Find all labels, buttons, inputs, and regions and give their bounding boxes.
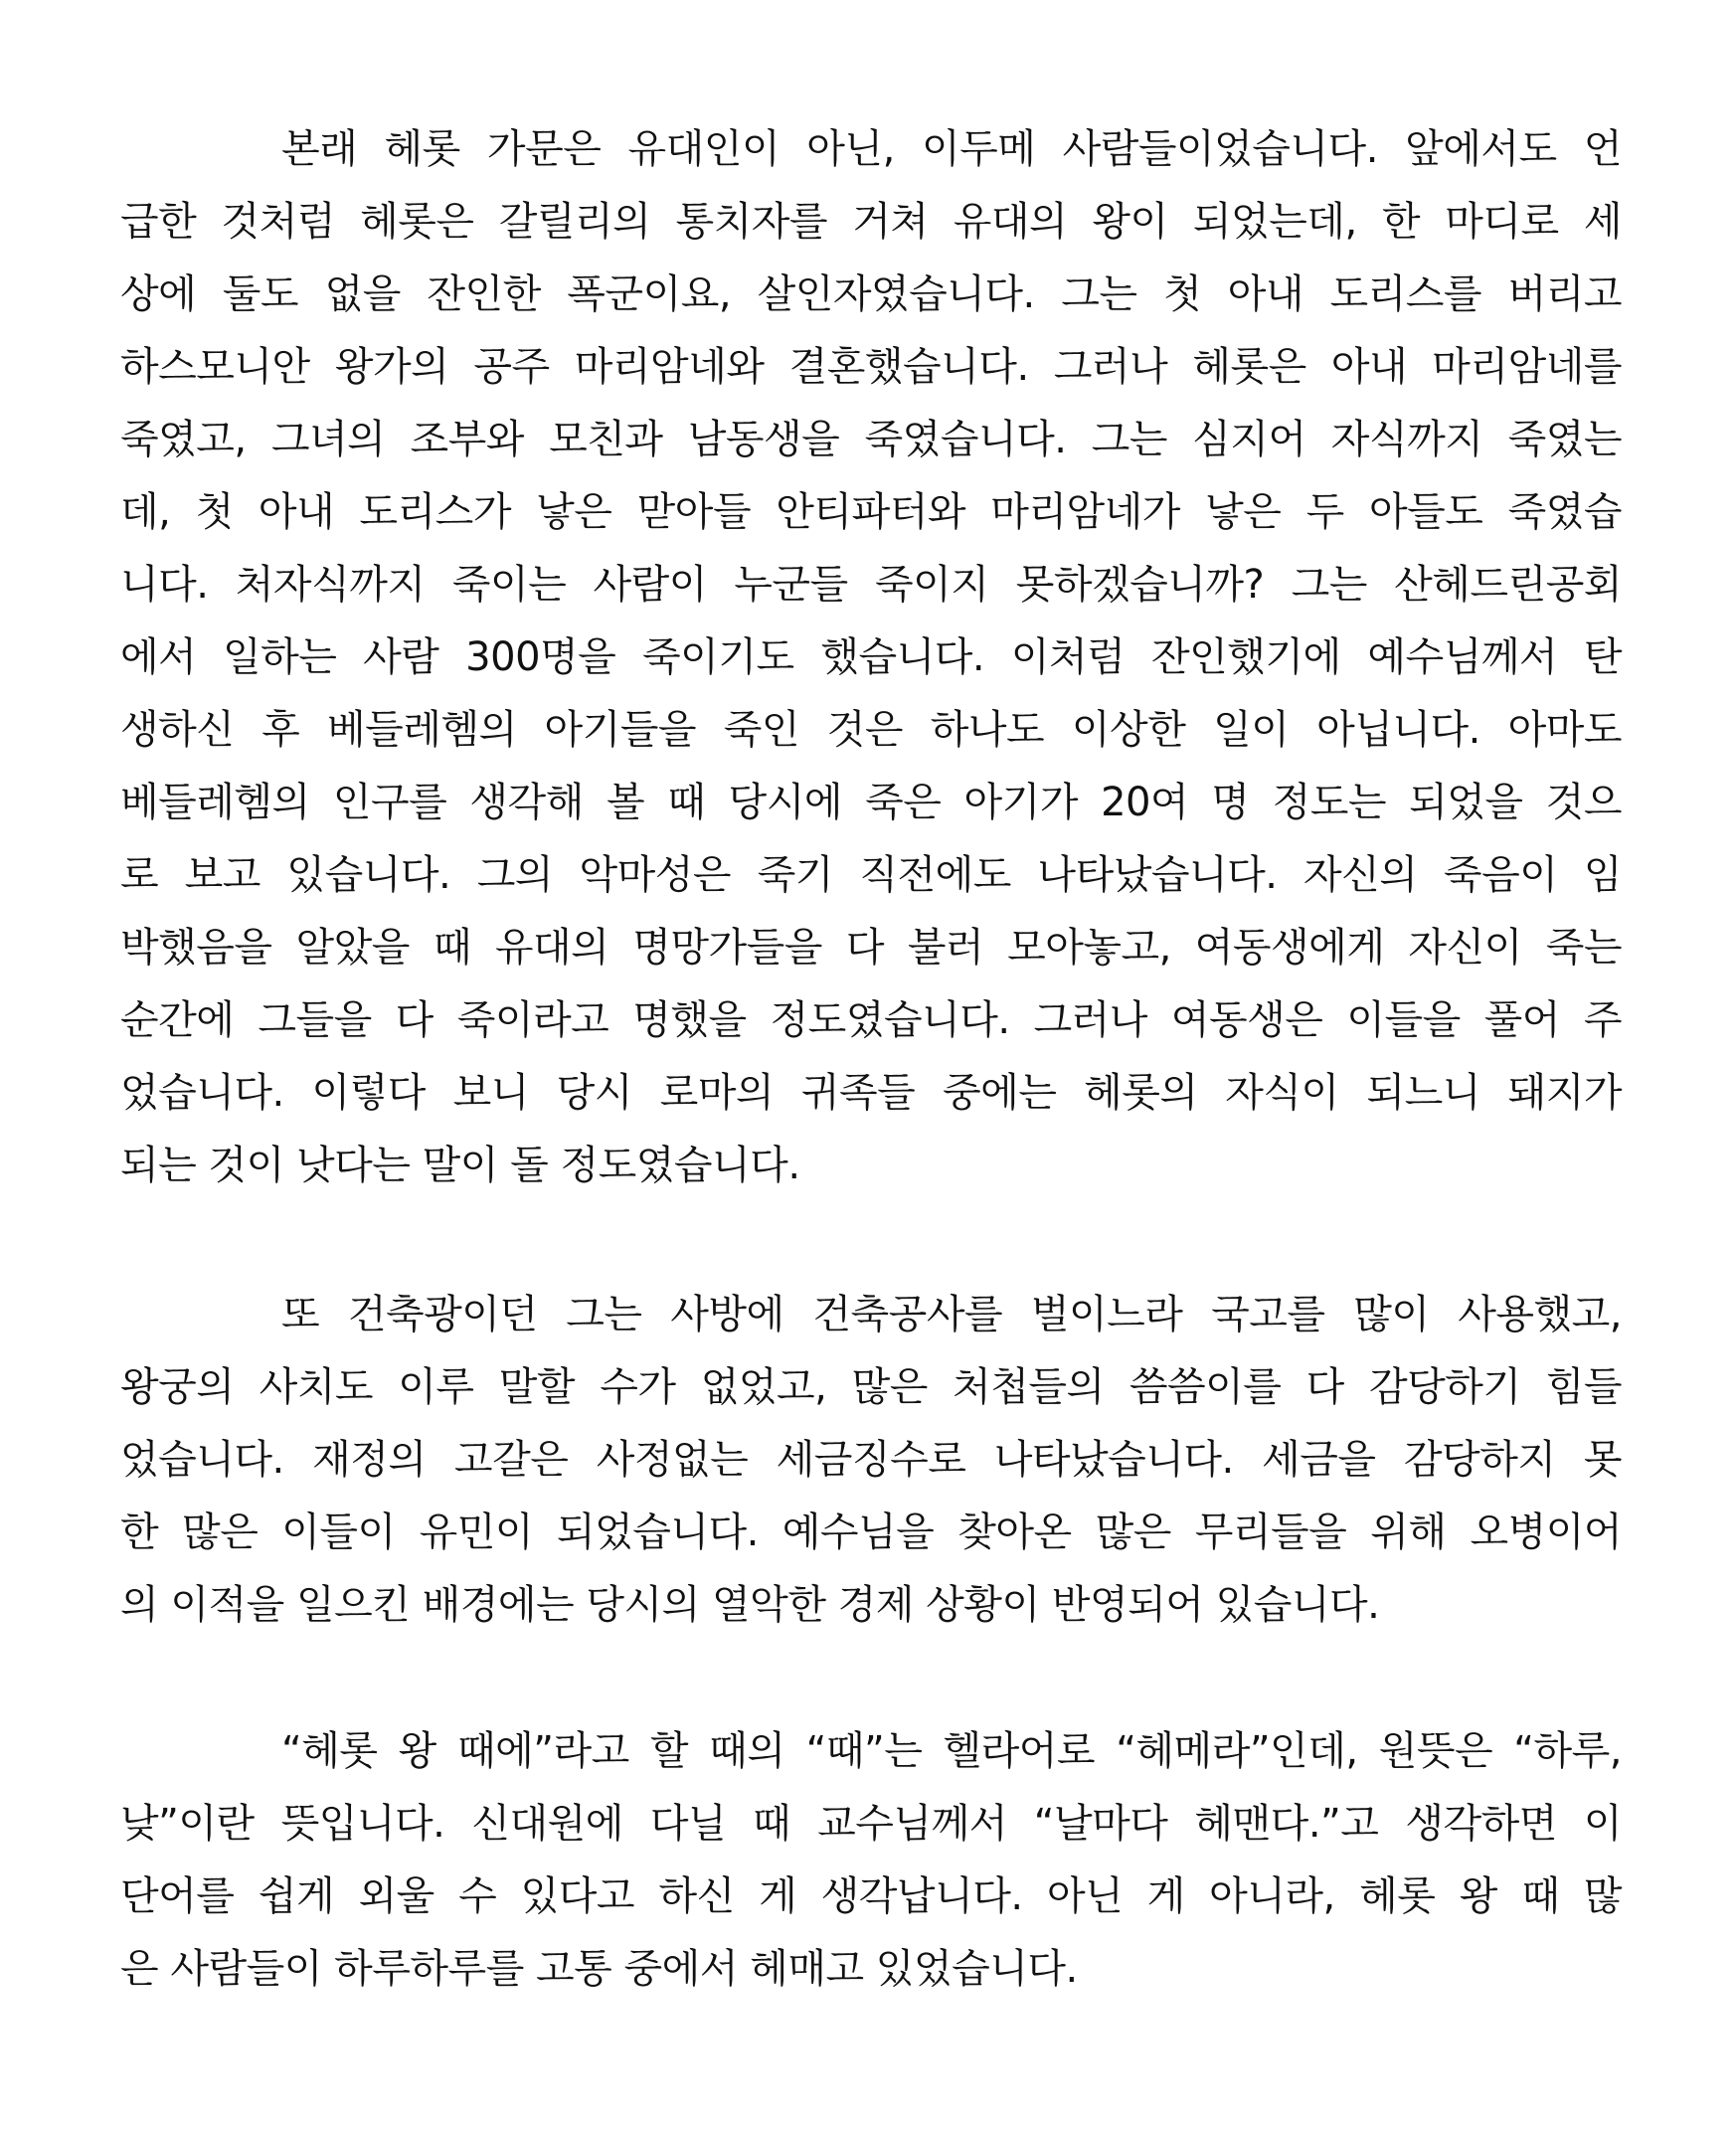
text-line: 데, 첫 아내 도리스가 낳은 맏아들 안티파터와 마리암네가 낳은 두 아들도 죽였습 bbox=[120, 489, 1622, 535]
text-line: 베들레헴의 인구를 생각해 볼 때 당시에 죽은 아기가 20여 명 정도는 되었을 것으 bbox=[120, 780, 1622, 825]
text-line: 본래 헤롯 가문은 유대인이 아닌, 이두메 사람들이었습니다. 앞에서도 언 bbox=[281, 126, 1622, 172]
text-line: 또 건축광이던 그는 사방에 건축공사를 벌이느라 국고를 많이 사용했고, bbox=[281, 1292, 1622, 1337]
paragraph-2 bbox=[120, 1279, 1622, 1642]
text-line: 상에 둘도 없을 잔인한 폭군이요, 살인자였습니다. 그는 첫 아내 도리스를 버리고 bbox=[120, 271, 1622, 317]
text-line: 은 사람들이 하루하루를 고통 중에서 헤매고 있었습니다. bbox=[120, 1946, 1078, 1992]
text-line: “헤롯 왕 때에”라고 할 때의 “때”는 헬라어로 “헤메라”인데, 원뜻은 “하루, bbox=[281, 1728, 1622, 1774]
text-line: 순간에 그들을 다 죽이라고 명했을 정도였습니다. 그러나 여동생은 이들을 풀어 주 bbox=[120, 997, 1622, 1043]
text-line: 었습니다. 재정의 고갈은 사정없는 세금징수로 나타났습니다. 세금을 감당하지 못 bbox=[120, 1437, 1622, 1483]
text-line: 었습니다. 이렇다 보니 당시 로마의 귀족들 중에는 헤롯의 자식이 되느니 돼지가 bbox=[120, 1070, 1622, 1116]
text-line: 낮”이란 뜻입니다. 신대원에 다닐 때 교수님께서 “날마다 헤맨다.”고 생각하면 이 bbox=[120, 1801, 1622, 1847]
paragraph-3 bbox=[120, 1715, 1622, 2006]
text-line: 박했음을 알았을 때 유대의 명망가들을 다 불러 모아놓고, 여동생에게 자신이 죽는 bbox=[120, 925, 1622, 971]
text-line: 되는 것이 낫다는 말이 돌 정도였습니다. bbox=[120, 1143, 800, 1188]
text-line: 단어를 쉽게 외울 수 있다고 하신 게 생각납니다. 아닌 게 아니라, 헤롯 왕 때 많 bbox=[120, 1873, 1622, 1919]
text-line: 의 이적을 일으킨 배경에는 당시의 열악한 경제 상황이 반영되어 있습니다. bbox=[120, 1582, 1380, 1628]
text-line: 로 보고 있습니다. 그의 악마성은 죽기 직전에도 나타났습니다. 자신의 죽음이 임 bbox=[120, 852, 1622, 898]
text-line: 한 많은 이들이 유민이 되었습니다. 예수님을 찾아온 많은 무리들을 위해 오병이어 bbox=[120, 1509, 1622, 1555]
text-line: 에서 일하는 사람 300명을 죽이기도 했습니다. 이처럼 잔인했기에 예수님께서 탄 bbox=[120, 634, 1622, 680]
text-line: 니다. 처자식까지 죽이는 사람이 누군들 죽이지 못하겠습니까? 그는 산헤드린공회 bbox=[120, 562, 1622, 608]
text-line: 생하신 후 베들레헴의 아기들을 죽인 것은 하나도 이상한 일이 아닙니다. 아마도 bbox=[120, 707, 1622, 753]
text-line: 죽였고, 그녀의 조부와 모친과 남동생을 죽였습니다. 그는 심지어 자식까지 죽였는 bbox=[120, 417, 1622, 462]
text-line: 왕궁의 사치도 이루 말할 수가 없었고, 많은 처첩들의 씀씀이를 다 감당하기 힘들 bbox=[120, 1364, 1622, 1410]
text-line: 하스모니안 왕가의 공주 마리암네와 결혼했습니다. 그러나 헤롯은 아내 마리암네를 bbox=[120, 344, 1622, 390]
paragraph-1 bbox=[120, 113, 1622, 1202]
text-line: 급한 것처럼 헤롯은 갈릴리의 통치자를 거쳐 유대의 왕이 되었는데, 한 마디로 세 bbox=[120, 199, 1622, 245]
